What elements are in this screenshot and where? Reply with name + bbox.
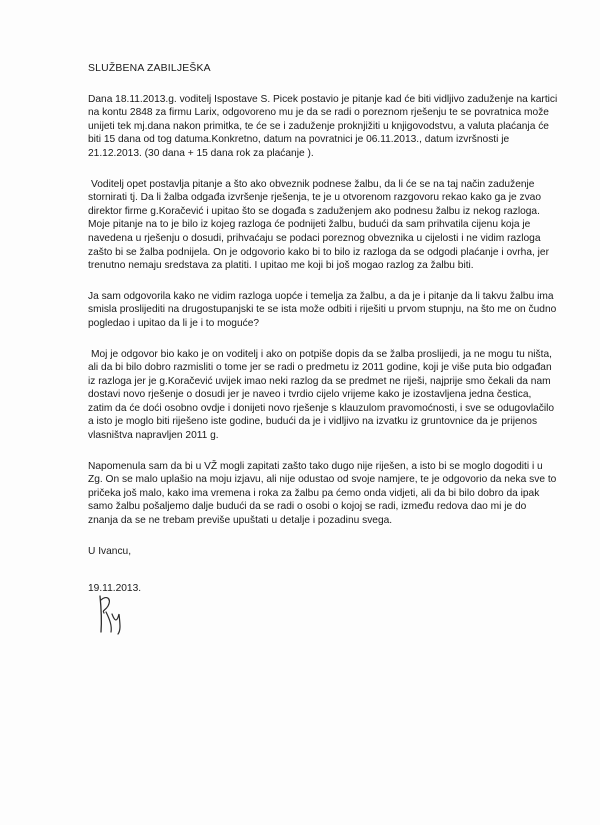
paragraph-2: Voditelj opet postavlja pitanje a što ako obveznik podnese žalbu, da li će se na taj način zaduženje stornirati tj. Da li žalba odgađa izvršenje rješenja, te je u otvorenom razgovoru rekao kako ga je zvao direktor firme g.Koračević i upitao što se događa s zaduženjem ako podnesu žalbu iz nekog razloga. Moje pitanje na to je bilo iz kojeg razloga će podnijeti žalbu, budući da sam prihvatila cijenu koja je navedena u rješenju o dosudi, prihvaćaju se podaci poreznog obveznika u cijelosti i ne vidim razloga zašto bi se žalba podnijela. On je odgovorio kako bi to bilo iz razloga da se odgodi plaćanje i ovrha, jer trenutno nemaju sredstava za platiti. I upitao me koji bi još mogao razlog za žalbu biti. <box>88 178 549 272</box>
handwritten-signature <box>92 592 132 636</box>
paragraph-1: Dana 18.11.2013.g. voditelj Ispostave S. Picek postavio je pitanje kad će biti vidljivo zaduženje na kartici na kontu 2848 za firmu Larix, odgovoreno mu je da se radi o poreznom rješenju te se povratnica može unijeti tek mj.dana nakon primitka, te će se i zaduženje proknjižiti u knjigovodstvu, a valuta plaćanja će biti 15 dana od tog datuma.Konkretno, datum na povratnici je 06.11.2013., datum izvršnosti je 21.12.2013. (30 dana + 15 dana rok za plaćanje ). <box>88 93 558 159</box>
paragraph-4: Moj je odgovor bio kako je on voditelj i ako on potpiše dopis da se žalba proslijedi, ja ne mogu tu ništa, ali da bi bilo dobro razmisliti o tome jer se radi o predmetu iz 2011 godine, koji je više puta bio odgađan iz razloga jer je g.Koračević uvijek imao neki razlog da se predmet ne riješi, najprije smo čekali da nam dostavi novo rješenje o dosudi jer je naveo i tvrdio cijelo vrijeme kako je izostavljena jedna čestica, zatim da će doći osobno ovdje i donijeti novo rješenje s klauzulom pravomoćnosti, i sve se odugovlačilo a isto je moglo biti riješeno iste godine, budući da je i vidljivo na izvatku iz gruntovnice da je prijenos vlasništva napravljen 2011 g. <box>88 348 555 442</box>
paragraph-5: Napomenula sam da bi u VŽ mogli zapitati zašto tako dugo nije riješen, a isto bi se moglo dogoditi i u Zg. On se malo uplašio na moju izjavu, ali nije odustao od svoje namjere, te je odgovorio da neka sve to pričeka još malo, kako ima vremena i roka za žalbu pa ćemo onda vidjeti, ali da bi bilo dobro da ipak samo žalbu pošaljemo dalje budući da se radi o osobi o kojoj se radi, između redova dao mi je do znanja da se ne trebam previše upuštati u detalje i pozadinu svega. <box>88 460 557 527</box>
date-line: 19.11.2013. <box>88 583 142 595</box>
place-line: U Ivancu, <box>88 545 132 557</box>
paragraph-3: Ja sam odgovorila kako ne vidim razloga uopće i temelja za žalbu, a da je i pitanje da li takvu žalbu ima smisla proslijediti na drugostupanjski te se ista može odbiti i riješiti u prvom stupnju, na što me on čudno pogledao i upitao da li je i to moguće? <box>88 290 557 329</box>
document-content <box>88 62 558 596</box>
document-title: SLUŽBENA ZABILJEŠKA <box>88 63 211 74</box>
